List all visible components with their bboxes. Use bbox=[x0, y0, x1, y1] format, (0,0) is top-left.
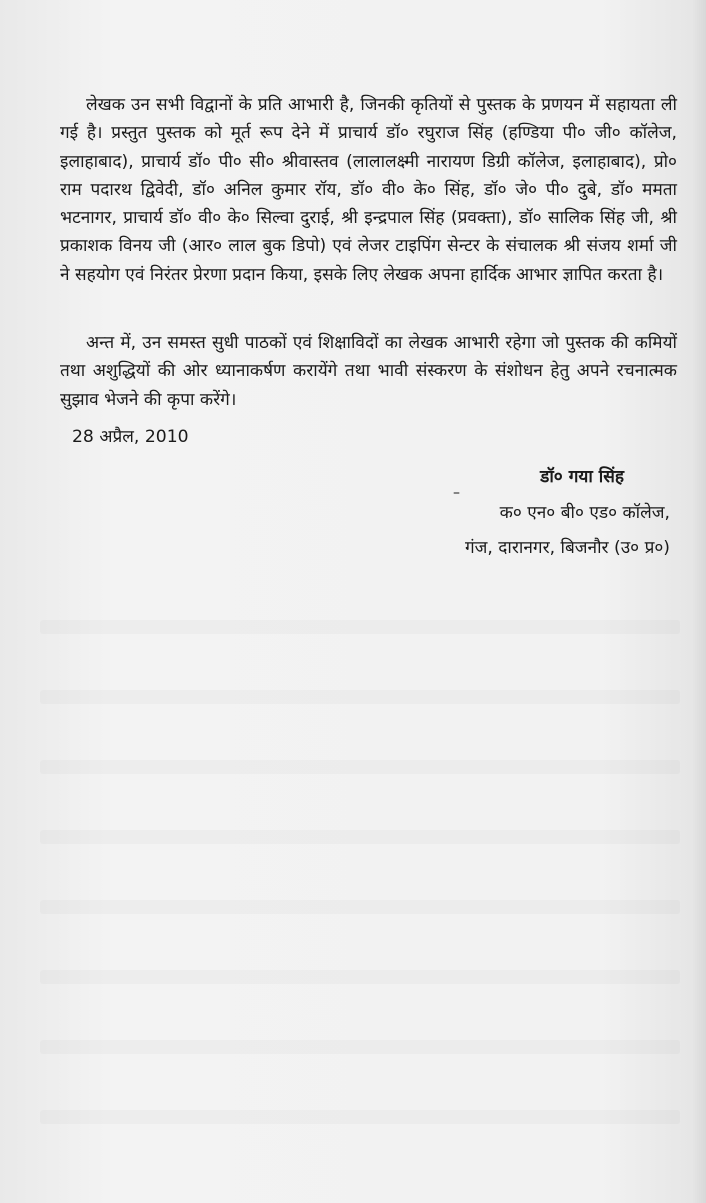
bleed-through-line bbox=[40, 620, 680, 634]
acknowledgement-paragraph: लेखक उन सभी विद्वानों के प्रति आभारी है, जिनकी कृतियों से पुस्तक के प्रणयन में सहायता ली गई है। प्रस्तुत पुस्तक को मूर्त रूप देने में प्राचार्य डॉ० रघुराज सिंह (हण्डिया पी० जी० कॉलेज, इलाहाबाद), प्राचार्य डॉ० पी० सी० श्रीवास्तव (लालालक्ष्मी नारायण डिग्री कॉलेज, इलाहाबाद), प्रो० राम पदारथ द्विवेदी, डॉ० अनिल कुमार रॉय, डॉ० वी० के० सिंह, डॉ० जे० पी० दुबे, डॉ० ममता भटनागर, प्राचार्य डॉ० वी० के० सिल्वा दुराई, श्री इन्द्रपाल सिंह (प्रवक्ता), डॉ० सालिक सिंह जी, श्री प्रकाशक विनय जी (आर० लाल बुक डिपो) एवं लेजर टाइपिंग सेन्टर के संचालक श्री संजय शर्मा जी ने सहयोग एवं निरंतर प्रेरणा प्रदान किया, इसके लिए लेखक अपना हार्दिक आभार ज्ञापित करता है। bbox=[60, 95, 677, 285]
bleed-through-line bbox=[40, 760, 680, 774]
bleed-through-line bbox=[40, 900, 680, 914]
closing-paragraph: अन्त में, उन समस्त सुधी पाठकों एवं शिक्षाविदों का लेखक आभारी रहेगा जो पुस्तक की कमियों तथा अशुद्धियों की ओर ध्यानाकर्षण करायेंगे तथा भावी संस्करण के संशोधन हेतु अपने रचनात्मक सुझाव भेजने की कृपा करेंगे। bbox=[60, 333, 677, 410]
author-name: डॉ० गया सिंह bbox=[540, 467, 624, 487]
bleed-through-line bbox=[40, 970, 680, 984]
bleed-through-line bbox=[40, 830, 680, 844]
date: 28 अप्रैल, 2010 bbox=[72, 427, 189, 447]
bleed-through-line bbox=[40, 1040, 680, 1054]
bleed-through-line bbox=[40, 690, 680, 704]
signature-dash: – bbox=[453, 485, 460, 501]
page-edge bbox=[692, 0, 706, 1203]
author-address: गंज, दारानगर, बिजनौर (उ० प्र०) bbox=[464, 538, 670, 558]
bleed-through-line bbox=[40, 1110, 680, 1124]
author-college: क० एन० बी० एड० कॉलेज, bbox=[499, 503, 670, 523]
